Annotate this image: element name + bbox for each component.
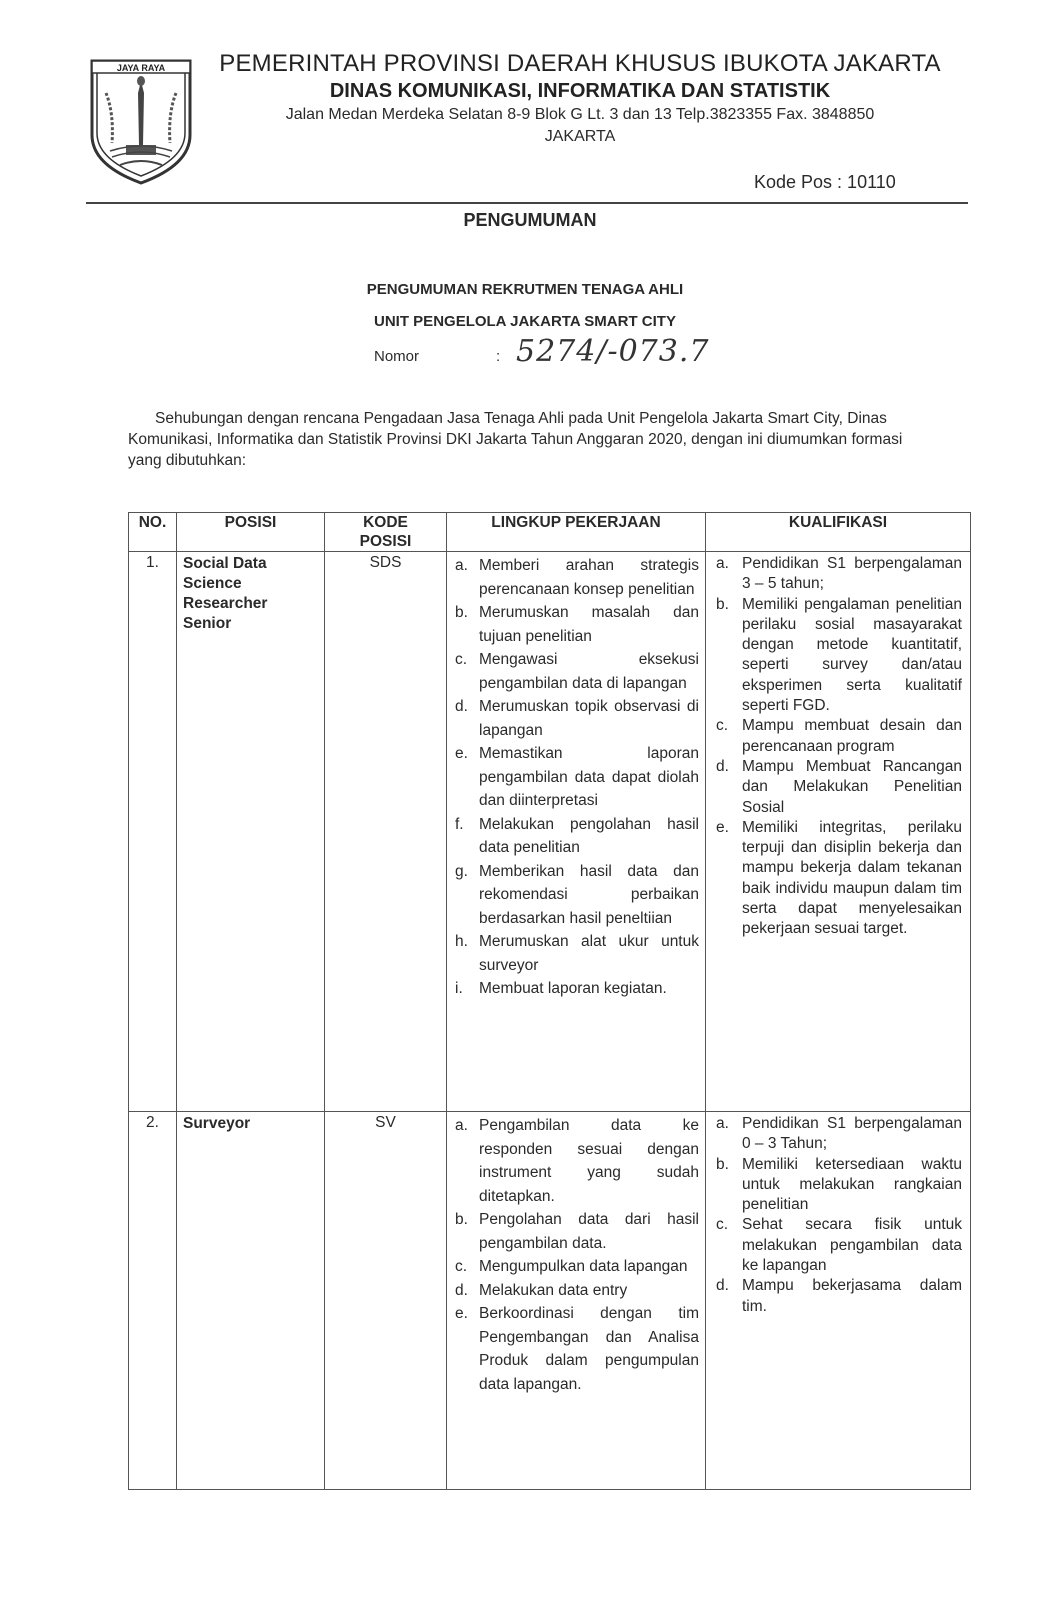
list-item-text: Memiliki ketersediaan waktu untuk melakukan rangkaian penelitian xyxy=(742,1155,962,1214)
document-heading: PENGUMUMAN xyxy=(463,210,597,230)
list-item-marker: h. xyxy=(455,933,468,950)
qualification-cell xyxy=(706,552,971,1112)
list-item-text: Berkoordinasi dengan tim Pengembangan dan Analisa Produk dalam pengumpulan data lapangan. xyxy=(479,1305,699,1393)
list-item xyxy=(710,554,962,595)
position-name: Social Data Science Researcher Senior xyxy=(177,552,325,1112)
list-item-text: Pendidikan S1 berpengalaman 0 – 3 Tahun; xyxy=(742,1115,962,1153)
list-item xyxy=(710,1276,962,1317)
postal-code: Kode Pos : 10110 xyxy=(754,172,896,192)
letterhead-government-name: PEMERINTAH PROVINSI DAERAH KHUSUS IBUKOTA JAKARTA xyxy=(219,50,941,77)
list-item-text: Memiliki integritas, perilaku terpuji dan disiplin bekerja dan mampu bekerja dalam tekanan baik individu maupun dalam tim serta dapat menyelesaikan pekerjaan sesuai target. xyxy=(742,818,962,938)
letterhead-agency-name: DINAS KOMUNIKASI, INFORMATIKA DAN STATISTIK xyxy=(329,80,831,102)
header-kode-posisi xyxy=(325,513,447,552)
list-item-text: Mampu membuat desain dan perencanaan program xyxy=(742,717,962,755)
qualification-list xyxy=(706,552,970,940)
number-separator: : xyxy=(496,348,501,365)
list-item-text: Melakukan data entry xyxy=(479,1281,628,1299)
list-item-text: Merumuskan masalah dan tujuan penelitian xyxy=(479,604,699,645)
list-item-text: Mampu bekerjasama dalam tim. xyxy=(742,1277,962,1315)
list-item-marker: a. xyxy=(455,557,468,574)
list-item-marker: c. xyxy=(716,1216,729,1234)
intro-paragraph: Sehubungan dengan rencana Pengadaan Jasa Tenaga Ahli pada Unit Pengelola Jakarta Smart City, Dinas Komunikasi, Informatika dan Statistik Provinsi DKI Jakarta Tahun Anggaran 2020, dengan ini diumumkan formasi yang dibutuhkan: xyxy=(128,410,903,469)
list-item xyxy=(453,695,699,742)
position-name: Surveyor xyxy=(177,1112,325,1490)
announcement-subtitle: UNIT PENGELOLA JAKARTA SMART CITY xyxy=(374,313,676,330)
list-item xyxy=(453,742,699,813)
list-item-text: Merumuskan topik observasi di lapangan xyxy=(479,698,699,739)
list-item xyxy=(710,716,962,757)
list-item-marker: c. xyxy=(455,651,468,668)
table-row xyxy=(129,552,971,1112)
list-item xyxy=(453,813,699,860)
list-item-marker: d. xyxy=(716,1277,729,1295)
position-code: SV xyxy=(325,1112,447,1490)
list-item xyxy=(453,860,699,931)
list-item xyxy=(453,554,699,601)
list-item-marker: a. xyxy=(455,1117,468,1134)
list-item xyxy=(453,1279,699,1303)
list-item xyxy=(710,1215,962,1276)
list-item xyxy=(453,1208,699,1255)
header-kualifikasi: KUALIFIKASI xyxy=(706,513,971,552)
list-item xyxy=(710,757,962,818)
list-item-marker: g. xyxy=(455,862,468,880)
qualification-cell xyxy=(706,1112,971,1490)
list-item-marker: e. xyxy=(455,1305,468,1322)
list-item xyxy=(710,818,962,940)
list-item xyxy=(453,930,699,977)
list-item xyxy=(453,1114,699,1208)
list-item-text: Membuat laporan kegiatan. xyxy=(479,980,667,997)
list-item-marker: a. xyxy=(716,1115,729,1132)
list-item xyxy=(710,1155,962,1216)
list-item xyxy=(710,595,962,717)
list-item xyxy=(453,1255,699,1279)
list-item-marker: b. xyxy=(716,595,729,613)
handwritten-document-number: 5274/-073.7 xyxy=(516,334,710,369)
list-item-marker: d. xyxy=(455,1281,468,1299)
header-posisi: POSISI xyxy=(177,513,325,552)
list-item xyxy=(710,1114,962,1155)
list-item-marker: i. xyxy=(455,980,463,997)
list-item-text: Melakukan pengolahan hasil data penelitian xyxy=(479,815,699,856)
list-item-marker: b. xyxy=(455,1211,468,1228)
list-item-marker: e. xyxy=(716,818,729,836)
list-item-text: Pendidikan S1 berpengalaman 3 – 5 tahun; xyxy=(742,555,962,593)
job-scope-list xyxy=(447,552,705,1001)
jakarta-coat-of-arms-logo xyxy=(86,53,196,188)
job-scope-cell xyxy=(447,552,706,1112)
list-item-text: Sehat secara fisik untuk melakukan pengambilan data ke lapangan xyxy=(742,1216,962,1275)
list-item xyxy=(453,601,699,648)
positions-table xyxy=(128,512,971,1490)
list-item-text: Merumuskan alat ukur untuk surveyor xyxy=(479,933,699,974)
header-lingkup-pekerjaan: LINGKUP PEKERJAAN xyxy=(447,513,706,552)
list-item xyxy=(453,1302,699,1396)
row-number: 1. xyxy=(129,552,177,1112)
row-number: 2. xyxy=(129,1112,177,1490)
list-item-text: Mengawasi eksekusi pengambilan data di lapangan xyxy=(479,651,699,692)
list-item-marker: d. xyxy=(716,757,729,775)
letterhead-address: Jalan Medan Merdeka Selatan 8-9 Blok G Lt. 3 dan 13 Telp.3823355 Fax. 3848850 xyxy=(285,106,875,123)
list-item-text: Mengumpulkan data lapangan xyxy=(479,1258,688,1275)
table-header-row xyxy=(129,513,971,552)
letterhead-divider xyxy=(86,202,968,204)
list-item-marker: a. xyxy=(716,555,729,572)
position-code: SDS xyxy=(325,552,447,1112)
list-item-marker: b. xyxy=(455,604,468,621)
header-no: NO. xyxy=(129,513,177,552)
header-kode-posisi-text: KODE POSISI xyxy=(359,514,412,550)
table-row xyxy=(129,1112,971,1490)
list-item xyxy=(453,648,699,695)
list-item-text: Memastikan laporan pengambilan data dapat diolah dan diinterpretasi xyxy=(479,745,699,809)
list-item-text: Mampu Membuat Rancangan dan Melakukan Penelitian Sosial xyxy=(742,757,962,816)
number-label: Nomor xyxy=(374,348,420,365)
list-item-marker: b. xyxy=(716,1155,729,1173)
announcement-title: PENGUMUMAN REKRUTMEN TENAGA AHLI xyxy=(366,281,684,298)
job-scope-list xyxy=(447,1112,705,1396)
list-item-text: Pengambilan data ke responden sesuai dengan instrument yang sudah ditetapkan. xyxy=(479,1117,699,1205)
list-item xyxy=(453,977,699,1001)
list-item-text: Memberi arahan strategis perencanaan konsep penelitian xyxy=(479,557,699,598)
qualification-list xyxy=(706,1112,970,1317)
job-scope-cell xyxy=(447,1112,706,1490)
list-item-marker: c. xyxy=(716,717,729,735)
letterhead-city: JAKARTA xyxy=(544,128,616,145)
list-item-text: Memberikan hasil data dan rekomendasi perbaikan berdasarkan hasil peneltiian xyxy=(479,862,699,927)
list-item-text: Memiliki pengalaman penelitian perilaku sosial masayarakat dengan metode kuantitatif, seperti survey dan/atau eksperimen serta kualitatif seperti FGD. xyxy=(742,595,962,715)
list-item-marker: c. xyxy=(455,1258,468,1275)
list-item-text: Pengolahan data dari hasil pengambilan data. xyxy=(479,1211,699,1252)
list-item-marker: e. xyxy=(455,745,468,762)
list-item-marker: f. xyxy=(455,815,464,833)
logo-motto: JAYA RAYA xyxy=(116,63,166,73)
list-item-marker: d. xyxy=(455,698,468,715)
